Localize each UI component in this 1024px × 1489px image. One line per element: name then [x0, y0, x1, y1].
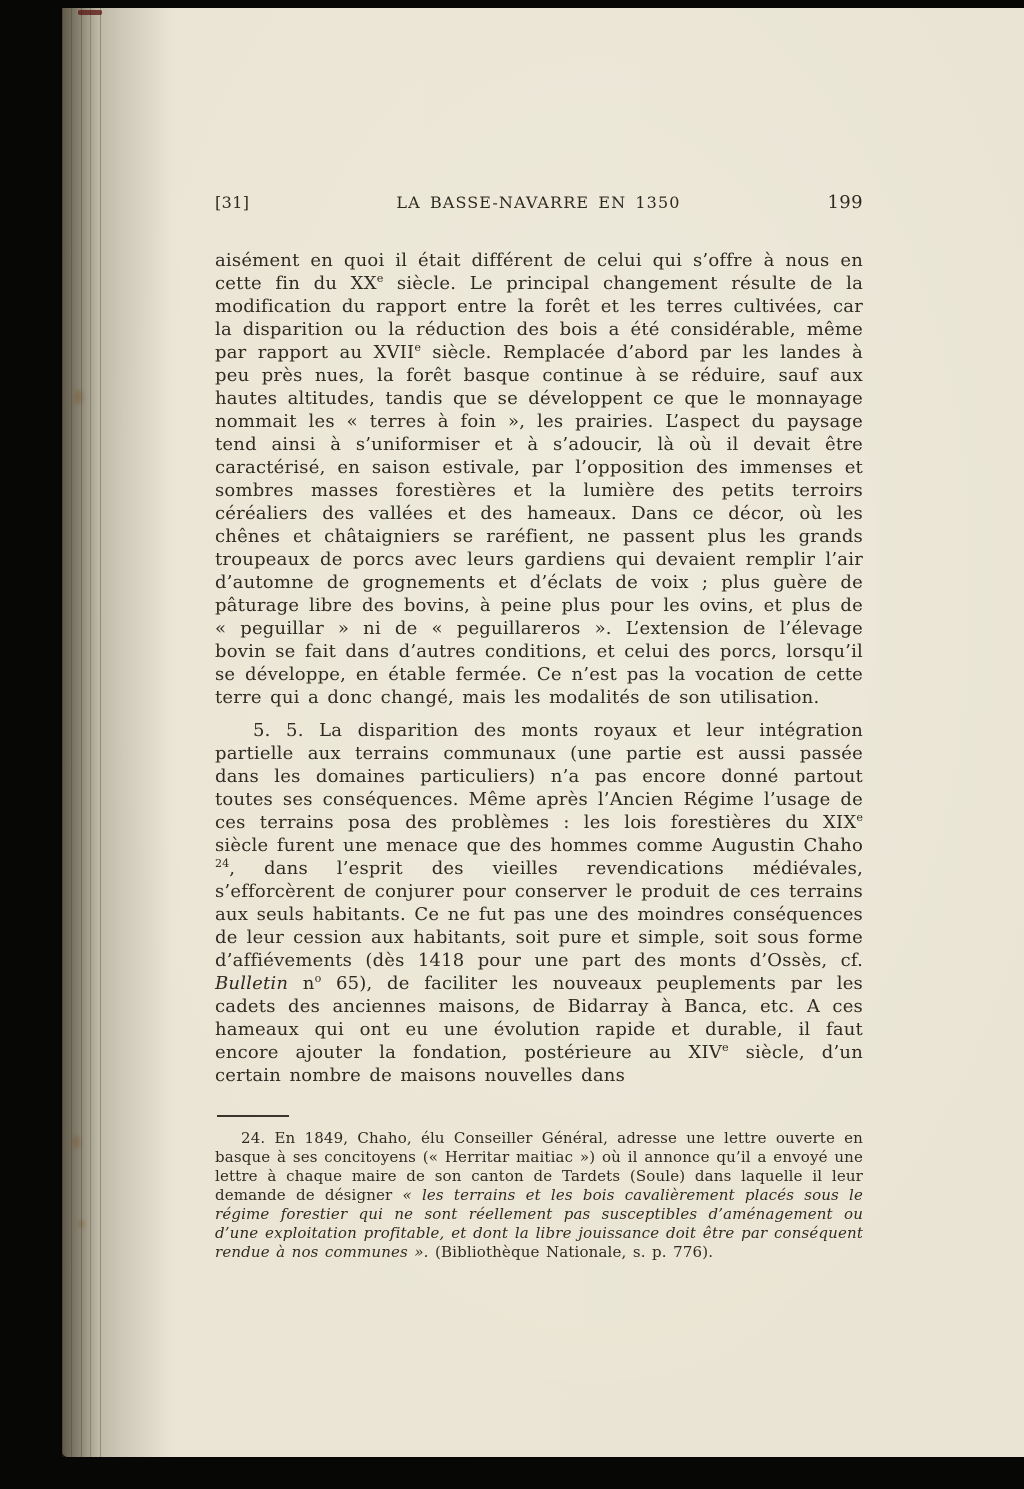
book-page [62, 8, 1024, 1457]
footnote: 24. En 1849, Chaho, élu Conseiller Général, adresse une lettre ouverte en basque à ses concitoyens (« Herritar maitiac ») où il annonce qu’il a envoyé une lettre à chaque maire de son canton de Tardets (Soule) dans laquelle il leur demande de désigner « les terrains et les bois cavalièrement placés sous le régime forestier qui ne sont réellement pas susceptibles d’aménagement ou d’une exploitation profitable, et dont la libre jouissance doit être par conséquent rendue à nos communes ». (Bibliothèque Nationale, s. p. 776). [215, 1129, 864, 1261]
foxing-spot [72, 1136, 80, 1148]
gutter-shadow [62, 8, 172, 1457]
page-number: 199 [827, 192, 863, 213]
running-title: LA BASSE-NAVARRE EN 1350 [396, 193, 681, 212]
foxing-spot [74, 390, 83, 404]
page-header [215, 192, 863, 213]
scan-corner-mark [78, 10, 102, 15]
footnote-rule [217, 1115, 289, 1117]
foxing-spot [78, 1220, 84, 1228]
paragraph-2: 5. 5. La disparition des monts royaux et leur intégration partielle aux terrains communaux (une partie est aussi passée dans les domaines particuliers) n’a pas encore donné partout toutes ses conséquences. Même après l’Ancien Régime l’usage de ces terrains posa des problèmes : les lois forestières du XIXe siècle furent une menace que des hommes comme Augustin Chaho $^{24}$, dans l’esprit des vieilles revendications médiévales, s’efforcèrent de conjurer pour conserver le produit de ces terrains aux seuls habitants. Ce ne fut pas une des moindres conséquences de leur cession aux habitants, soit pure et simple, soit sous forme d’affiévements (dès 1418 pour une part des monts d’Ossès, cf. Bulletin $n^o$ 65), de faciliter les nouveaux peuplements par les cadets des anciennes maisons, de Bidarray à Banca, etc. A ces hameaux qui ont eu une évolution rapide et durable, il faut encore ajouter la fondation, postérieure au XIVe siècle, d’un certain nombre de maisons nouvelles dans [215, 720, 863, 1086]
page-edge-stack [62, 8, 106, 1457]
section-bracket-number: [31] [215, 193, 250, 212]
text-block [215, 192, 863, 1262]
paragraph-1: aisément en quoi il était différent de celui qui s’offre à nous en cette fin du XXe siècle. Le principal changement résulte de la modification du rapport entre la forêt et les terres cultivées, car la disparition ou la réduction des bois a été considérable, même par rapport au XVIIe siècle. Remplacée d’abord par les landes à peu près nues, la forêt basque continue à se réduire, sauf aux hautes altitudes, tandis que se développent ce que le monnayage nommait les « terres à foin », les prairies. L’aspect du paysage tend ainsi à s’uniformiser et à s’adoucir, là où il devait être caractérisé, en saison estivale, par l’opposition des immenses et sombres masses forestières et la lumière des petits terroirs céréaliers des vallées et des hameaux. Dans ce décor, où les chênes et châtaigniers se raréfient, ne passent plus les grands troupeaux de porcs avec leurs gardiens qui devaient remplir l’air d’automne de grognements et d’éclats de voix ; plus guère de pâturage libre des bovins, à peine plus pour les ovins, et plus de « peguillar » ni de « peguillareros ». L’extension de l’élevage bovin se fait dans d’autres conditions, et celui des porcs, lorsqu’il se développe, en étable fermée. Ce n’est pas la vocation de cette terre qui a donc changé, mais les modalités de son utilisation. [215, 250, 863, 708]
